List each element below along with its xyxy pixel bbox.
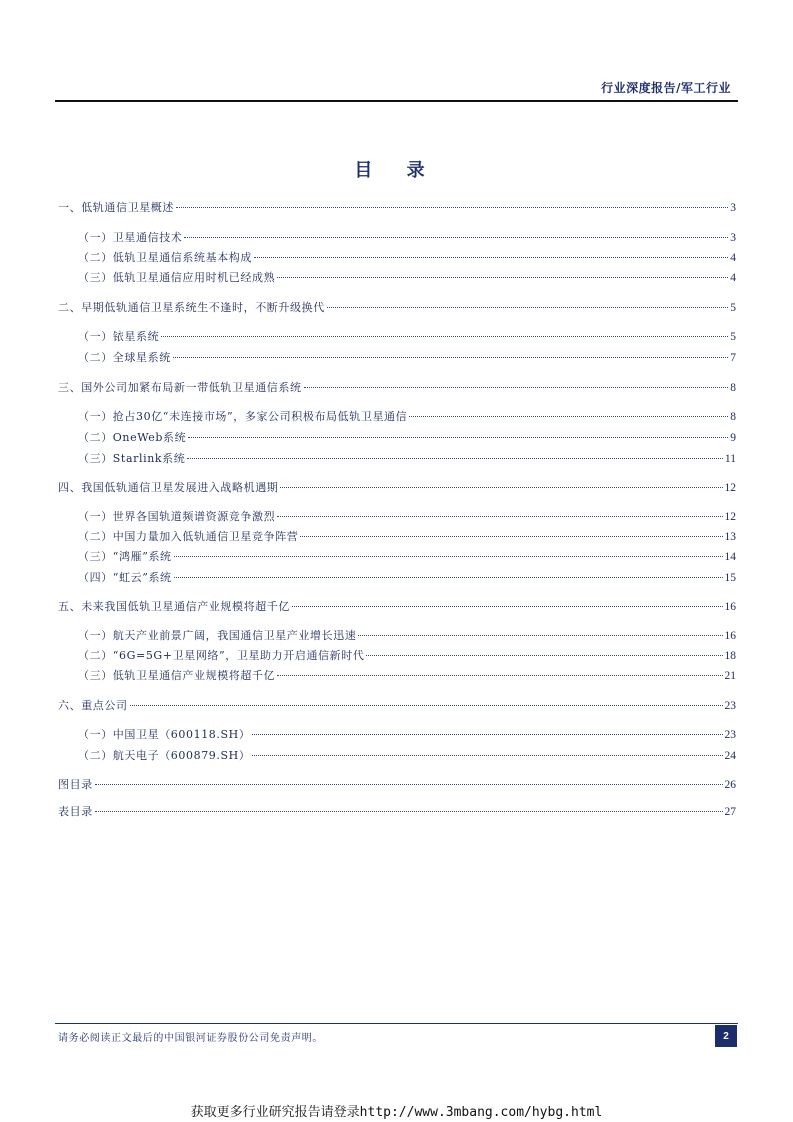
toc-entry[interactable] <box>78 350 736 366</box>
toc-leader-dots <box>300 536 722 537</box>
header-title: 行业深度报告/军工行业 <box>601 81 731 95</box>
toc-entry-page: 12 <box>724 511 736 523</box>
toc-entry-page: 4 <box>730 272 736 284</box>
toc-entry-label: （一）中国卫星（600118.SH） <box>78 728 251 741</box>
toc-entry-page: 15 <box>724 572 736 584</box>
toc-entry-label: 六、重点公司 <box>58 699 128 712</box>
toc-leader-dots <box>130 705 723 706</box>
toc-leader-dots <box>366 655 722 656</box>
toc-entry-page: 8 <box>730 382 736 394</box>
toc-entry[interactable] <box>78 430 736 446</box>
toc-entry-page: 7 <box>730 352 736 364</box>
toc-entry[interactable] <box>78 549 736 565</box>
toc-entry-label: （二）航天电子（600879.SH） <box>78 749 251 762</box>
toc-entry[interactable] <box>58 480 736 496</box>
toc-entry[interactable] <box>78 748 736 764</box>
toc-entry-page: 14 <box>724 551 736 563</box>
toc-entry-label: 二、早期低轨通信卫星系统生不逢时，不断升级换代 <box>58 301 325 314</box>
toc-entry-page: 21 <box>724 670 736 682</box>
toc-entry-label: （四）“虹云”系统 <box>78 571 172 584</box>
toc-entry-label: （一）抢占30亿“未连接市场”，多家公司积极布局低轨卫星通信 <box>78 410 408 423</box>
toc-entry-label: （三）“鸿雁”系统 <box>78 550 172 563</box>
toc-entry[interactable] <box>78 570 736 586</box>
toc-entry-page: 16 <box>724 601 736 613</box>
toc-entry-label: （一）世界各国轨道频谱资源竞争激烈 <box>78 510 276 523</box>
toc-entry-page: 3 <box>730 232 736 244</box>
toc-entry[interactable] <box>78 509 736 525</box>
toc-entry[interactable] <box>58 777 736 793</box>
toc-entry-page: 4 <box>730 252 736 264</box>
bottom-promo-link[interactable]: 获取更多行业研究报告请登录http://www.3mbang.com/hybg.html <box>190 1105 603 1120</box>
toc-leader-dots <box>188 437 728 438</box>
toc-leader-dots <box>174 556 723 557</box>
toc-entry-page: 5 <box>730 302 736 314</box>
toc-entry-page: 16 <box>724 630 736 642</box>
toc-leader-dots <box>184 237 728 238</box>
toc-entry-label: （三）低轨卫星通信应用时机已经成熟 <box>78 271 276 284</box>
toc-entry-label: （一）卫星通信技术 <box>78 231 183 244</box>
toc-entry[interactable] <box>78 230 736 246</box>
toc-entry-page: 24 <box>724 750 736 762</box>
toc-entry-page: 11 <box>724 453 736 465</box>
toc-leader-dots <box>174 577 723 578</box>
toc-leader-dots <box>277 277 728 278</box>
toc-entry-page: 18 <box>724 650 736 662</box>
toc-entry-page: 23 <box>724 729 736 741</box>
toc-entry[interactable] <box>78 668 736 684</box>
toc-leader-dots <box>277 675 722 676</box>
toc-entry[interactable] <box>78 648 736 664</box>
toc-leader-dots <box>173 357 728 358</box>
toc-leader-dots <box>280 487 722 488</box>
toc-entry-label: 图目录 <box>58 778 93 791</box>
toc-leader-dots <box>254 257 728 258</box>
toc-entry[interactable] <box>58 200 736 216</box>
toc-entry-label: 五、未来我国低轨卫星通信产业规模将超千亿 <box>58 600 290 613</box>
toc-entry[interactable] <box>78 409 736 425</box>
toc-leader-dots <box>252 755 722 756</box>
toc-entry-page: 13 <box>724 531 736 543</box>
toc-entry-page: 3 <box>730 202 736 214</box>
toc-leader-dots <box>277 516 722 517</box>
toc-entry-label: 三、国外公司加紧布局新一带低轨卫星通信系统 <box>58 381 302 394</box>
toc-entry[interactable] <box>58 698 736 714</box>
toc-entry-label: （三）Starlink系统 <box>78 452 186 465</box>
toc-leader-dots <box>176 207 728 208</box>
toc-leader-dots <box>409 416 728 417</box>
toc-title: 目 录 <box>354 160 439 181</box>
header-rule <box>55 100 738 102</box>
toc-leader-dots <box>252 734 722 735</box>
toc-entry-page: 8 <box>730 411 736 423</box>
toc-entry-label: （三）低轨卫星通信产业规模将超千亿 <box>78 669 276 682</box>
toc-leader-dots <box>161 336 728 337</box>
toc-entry[interactable] <box>78 250 736 266</box>
page-number: 2 <box>715 1025 737 1047</box>
toc-entry-label: （二）“6G=5G+卫星网络”，卫星助力开启通信新时代 <box>78 649 365 662</box>
toc-entry[interactable] <box>78 628 736 644</box>
toc-entry[interactable] <box>58 599 736 615</box>
toc-entry[interactable] <box>58 380 736 396</box>
toc-leader-dots <box>187 458 723 459</box>
toc-entry-label: （二）中国力量加入低轨通信卫星竞争阵营 <box>78 530 299 543</box>
toc-entry-label: 四、我国低轨通信卫星发展进入战略机遇期 <box>58 481 279 494</box>
toc-entry-page: 27 <box>724 806 736 818</box>
toc-leader-dots <box>95 784 723 785</box>
toc-leader-dots <box>304 387 729 388</box>
toc-entry[interactable] <box>78 451 736 467</box>
footer-disclaimer: 请务必阅读正文最后的中国银河证券股份公司免责声明。 <box>58 1033 323 1044</box>
toc-entry-label: （二）低轨卫星通信系统基本构成 <box>78 251 252 264</box>
toc-entry-label: （二）全球星系统 <box>78 351 171 364</box>
toc-entry-label: （二）OneWeb系统 <box>78 431 187 444</box>
toc-entry[interactable] <box>78 727 736 743</box>
toc-entry-page: 9 <box>730 432 736 444</box>
toc-entry-page: 12 <box>724 482 736 494</box>
toc-entry[interactable] <box>58 300 736 316</box>
toc-leader-dots <box>327 307 728 308</box>
toc-entry[interactable] <box>78 329 736 345</box>
toc-entry-label: 表目录 <box>58 805 93 818</box>
toc-leader-dots <box>95 811 723 812</box>
toc-entry-label: 一、低轨通信卫星概述 <box>58 201 174 214</box>
toc-entry-page: 26 <box>724 779 736 791</box>
toc-leader-dots <box>358 635 722 636</box>
toc-entry[interactable] <box>78 529 736 545</box>
toc-entry-page: 23 <box>724 700 736 712</box>
toc-entry-page: 5 <box>730 331 736 343</box>
toc-entry-label: （一）铱星系统 <box>78 330 160 343</box>
toc-leader-dots <box>292 606 723 607</box>
footer-rule <box>55 1023 738 1024</box>
toc-entry[interactable] <box>78 270 736 286</box>
toc-entry[interactable] <box>58 804 736 820</box>
toc-entry-label: （一）航天产业前景广阔，我国通信卫星产业增长迅速 <box>78 629 357 642</box>
